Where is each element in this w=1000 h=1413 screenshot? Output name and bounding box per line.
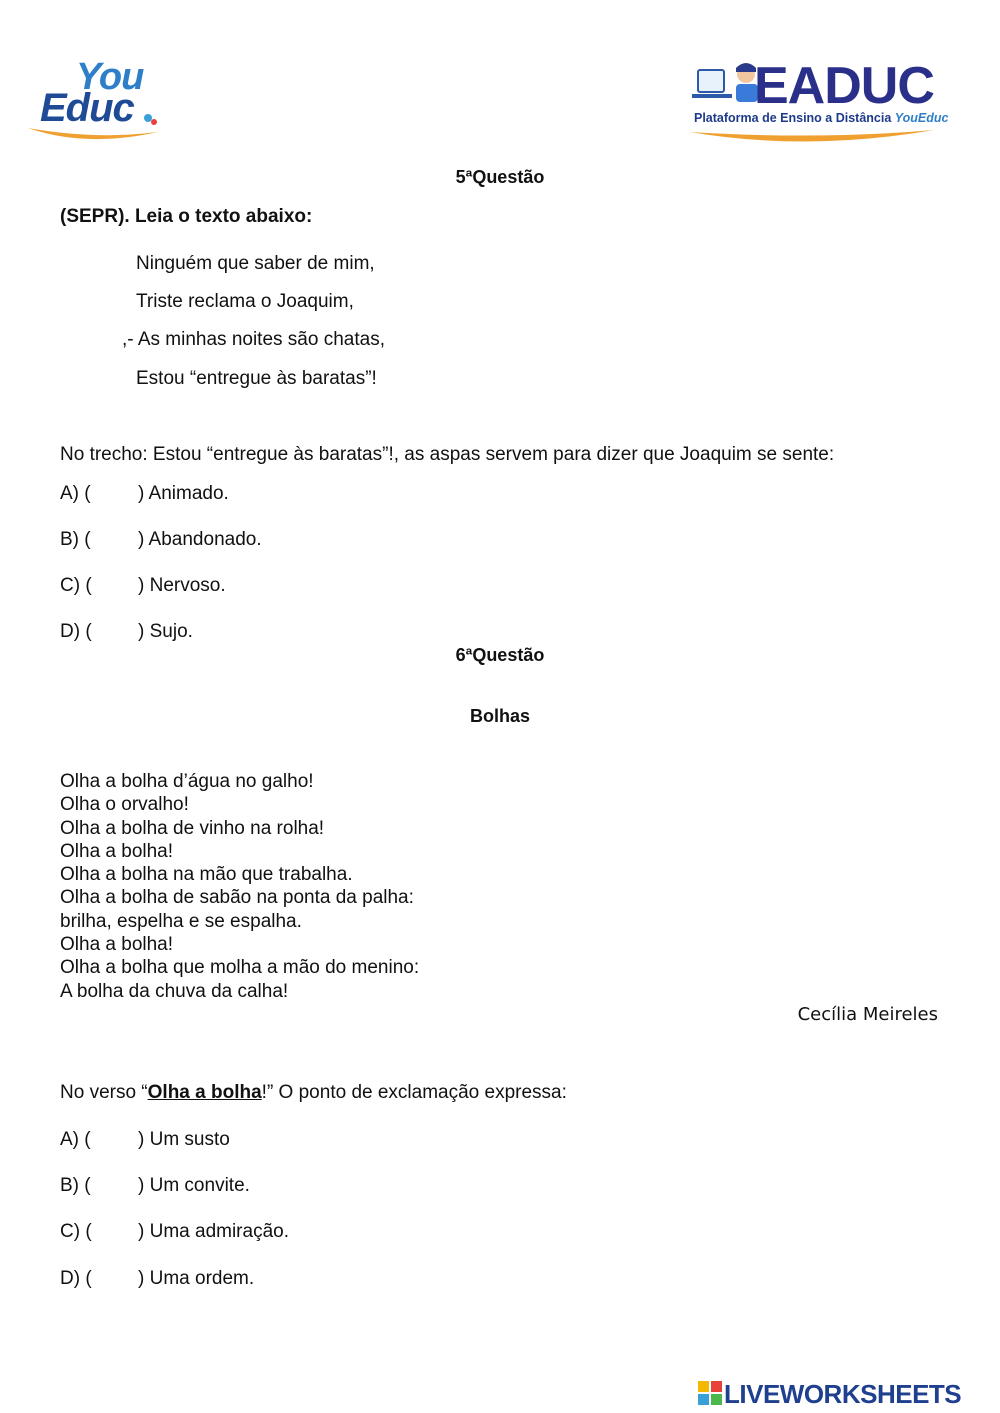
option-text: ) Um convite. — [138, 1175, 250, 1196]
poem5-line-3: ,- As minhas noites são chatas, — [122, 329, 385, 350]
question5-option-c[interactable] — [60, 576, 226, 595]
poem6-line: Olha a bolha na mão que trabalha. — [60, 864, 353, 886]
poem6-line: Olha a bolha! — [60, 934, 174, 956]
question6-option-d[interactable] — [60, 1269, 254, 1288]
question5-prompt: No trecho: Estou “entregue às baratas”!, as aspas servem para dizer que Joaquim se sente: — [60, 444, 835, 465]
watermark-text: LIVEWORKSHEETS — [724, 1379, 962, 1409]
option-letter: A) ( — [60, 1129, 91, 1150]
option-text: ) Um susto — [138, 1129, 230, 1150]
question5-instruction: (SEPR). Leia o texto abaixo: — [60, 206, 313, 227]
option-letter: C) ( — [60, 1221, 92, 1242]
poem5-line-2: Triste reclama o Joaquim, — [136, 291, 354, 312]
poem6-line: Olha a bolha de vinho na rolha! — [60, 817, 325, 839]
option-letter: C) ( — [60, 575, 92, 596]
option-letter: A) ( — [60, 483, 91, 504]
liveworksheets-logo-icon — [698, 1381, 722, 1405]
poem6-line: brilha, espelha e se espalha. — [60, 910, 302, 932]
question6-title: 6ªQuestão — [455, 645, 545, 665]
option-letter: B) ( — [60, 1175, 91, 1196]
question6-option-b[interactable] — [60, 1176, 250, 1195]
prompt-emphasis: Olha a bolha — [147, 1082, 262, 1103]
question6-prompt — [60, 1083, 567, 1102]
logo-you: You — [76, 56, 144, 98]
option-text: ) Sujo. — [138, 621, 193, 642]
option-text: ) Animado. — [138, 483, 229, 504]
poem6-line: Olha o orvalho! — [60, 794, 189, 816]
option-text: ) Abandonado. — [138, 529, 262, 550]
poem6-author: Cecília Meireles — [797, 1004, 938, 1025]
poem6-line: Olha a bolha d’água no galho! — [60, 771, 314, 792]
poem6-body — [60, 770, 419, 1003]
poem6-line: A bolha da chuva da calha! — [60, 980, 289, 1002]
logo-tagline-brand: YouEduc — [894, 111, 949, 125]
question6-option-a[interactable] — [60, 1130, 230, 1149]
youeduc-logo — [26, 56, 166, 146]
question6-option-c[interactable] — [60, 1222, 289, 1241]
logo-eaduc-text: EADUC — [754, 57, 934, 115]
question5-option-a[interactable] — [60, 484, 229, 503]
prompt-after: !” O ponto de exclamação expressa: — [261, 1082, 567, 1103]
poem5-line-4: Estou “entregue às baratas”! — [136, 368, 377, 389]
question5-option-b[interactable] — [60, 530, 262, 549]
poem5-line-1: Ninguém que saber de mim, — [136, 253, 375, 274]
question5-option-d[interactable] — [60, 622, 193, 641]
poem6-title: Bolhas — [469, 706, 530, 726]
option-letter: D) ( — [60, 621, 92, 642]
poem6-line: Olha a bolha que molha a mão do menino: — [60, 957, 420, 979]
question5-title: 5ªQuestão — [455, 167, 545, 187]
logo-tagline — [694, 111, 949, 125]
option-text: ) Nervoso. — [138, 575, 226, 596]
logo-educ: Educ — [40, 86, 134, 130]
logo-tagline-text: Plataforma de Ensino a Distância — [694, 111, 892, 125]
prompt-before: No verso “ — [60, 1082, 148, 1103]
option-text: ) Uma admiração. — [138, 1221, 289, 1242]
poem6-line: Olha a bolha! — [60, 840, 174, 862]
eaduc-logo — [688, 56, 949, 146]
option-text: ) Uma ordem. — [138, 1268, 255, 1289]
option-letter: B) ( — [60, 529, 91, 550]
poem6-line: Olha a bolha de sabão na ponta da palha: — [60, 887, 414, 909]
option-letter: D) ( — [60, 1268, 92, 1289]
